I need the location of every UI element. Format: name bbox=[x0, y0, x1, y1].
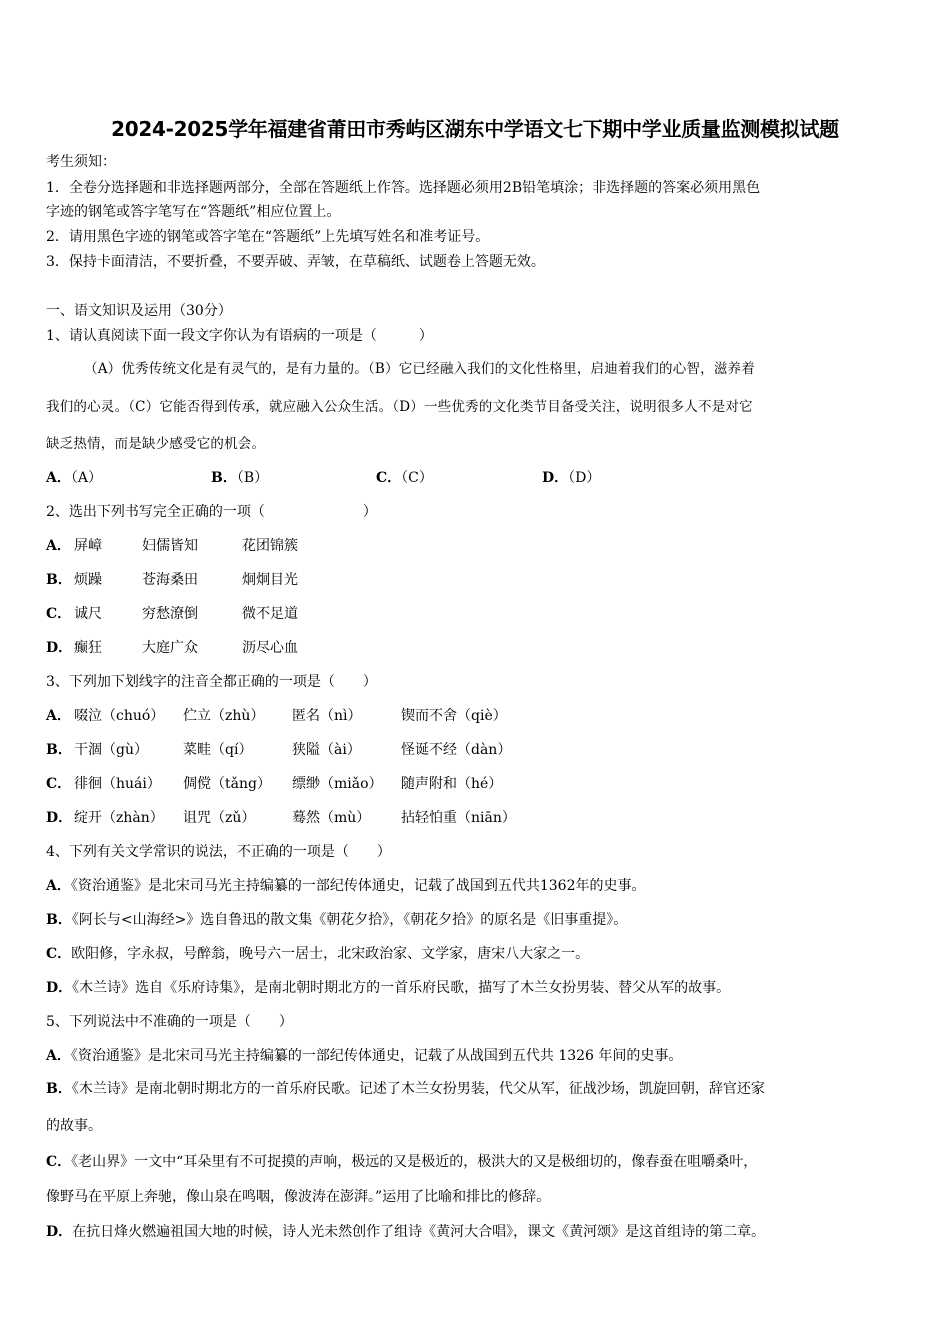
option-c[interactable]: C．（C） bbox=[376, 470, 433, 486]
question-1-passage-line-2: 我们的心灵。（C）它能否得到传承，就应融入公众生活。（D）一些优秀的文化类节目备受关注，说明很多人不是对它 bbox=[46, 399, 753, 415]
notice-heading: 考生须知： bbox=[46, 154, 116, 170]
option-d[interactable]: D．（D） bbox=[542, 470, 601, 486]
question-1-stem: 1、请认真阅读下面一段文字你认为有语病的一项是（ ） bbox=[46, 328, 433, 344]
question-5-option-d[interactable]: D．在抗日烽火燃遍祖国大地的时候，诗人光未然创作了组诗《黄河大合唱》，课文《黄河颂》是这首组诗的第二章。 bbox=[46, 1224, 766, 1240]
question-5-option-b-cont: 的故事。 bbox=[46, 1118, 102, 1134]
question-4-option-b[interactable]: B．《阿长与<山海经>》选自鲁迅的散文集《朝花夕拾》，《朝花夕拾》的原名是《旧事重提》。 bbox=[46, 912, 628, 928]
section-heading: 一、语文知识及运用（30分） bbox=[46, 303, 232, 319]
question-5-option-c[interactable]: C．《老山界》一文中“耳朵里有不可捉摸的声响，极远的又是极近的，极洪大的又是极细切的，像春蚕在咀嚼桑叶， bbox=[46, 1154, 758, 1170]
option-b[interactable]: B．（B） bbox=[211, 470, 269, 486]
question-1-passage-line-3: 缺乏热情，而是缺少感受它的机会。 bbox=[46, 436, 266, 452]
question-5-option-c-cont: 像野马在平原上奔驰，像山泉在鸣咽，像波涛在澎湃。”运用了比喻和排比的修辞。 bbox=[46, 1189, 551, 1205]
notice-item-1: 1．全卷分选择题和非选择题两部分，全部在答题纸上作答。选择题必须用2B铅笔填涂；非选择题的答案必须用黑色 bbox=[46, 180, 761, 196]
option-a[interactable]: A．（A） bbox=[46, 470, 102, 486]
notice-item-2: 2．请用黑色字迹的钢笔或答字笔在“答题纸”上先填写姓名和准考证号。 bbox=[46, 229, 490, 245]
question-5-option-b[interactable]: B．《木兰诗》是南北朝时期北方的一首乐府民歌。记述了木兰女扮男装，代父从军，征战沙场，凯旋回朝，辞官还家 bbox=[46, 1081, 765, 1097]
question-4-option-c[interactable]: C．欧阳修，字永叔，号醉翁，晚号六一居士，北宋政治家、文学家，唐宋八大家之一。 bbox=[46, 946, 590, 962]
notice-item-3: 3．保持卡面清洁，不要折叠，不要弄破、弄皱，在草稿纸、试题卷上答题无效。 bbox=[46, 254, 545, 270]
notice-item-1-cont: 字迹的钢笔或答字笔写在“答题纸”相应位置上。 bbox=[46, 204, 341, 220]
question-4-option-d[interactable]: D．《木兰诗》选自《乐府诗集》，是南北朝时期北方的一首乐府民歌，描写了木兰女扮男装、替父从军的故事。 bbox=[46, 980, 731, 996]
question-5-stem: 5、下列说法中不准确的一项是（ ） bbox=[46, 1014, 293, 1030]
page-title: 2024-2025学年福建省莆田市秀屿区湖东中学语文七下期中学业质量监测模拟试题 bbox=[111, 117, 839, 141]
question-5-option-a[interactable]: A．《资治通鉴》是北宋司马光主持编纂的一部纪传体通史，记载了从战国到五代共 1326 年间的史事。 bbox=[46, 1048, 683, 1064]
question-4-option-a[interactable]: A．《资治通鉴》是北宋司马光主持编纂的一部纪传体通史，记载了战国到五代共1362年的史事。 bbox=[46, 878, 646, 894]
question-2-stem: 2、选出下列书写完全正确的一项（ ） bbox=[46, 504, 377, 520]
question-3-stem: 3、下列加下划线字的注音全都正确的一项是（ ） bbox=[46, 674, 377, 690]
question-4-stem: 4、下列有关文学常识的说法，不正确的一项是（ ） bbox=[46, 844, 391, 860]
question-1-passage-line-1: （A）优秀传统文化是有灵气的，是有力量的。（B）它已经融入我们的文化性格里，启迪着我们的心智，滋养着 bbox=[84, 361, 755, 377]
